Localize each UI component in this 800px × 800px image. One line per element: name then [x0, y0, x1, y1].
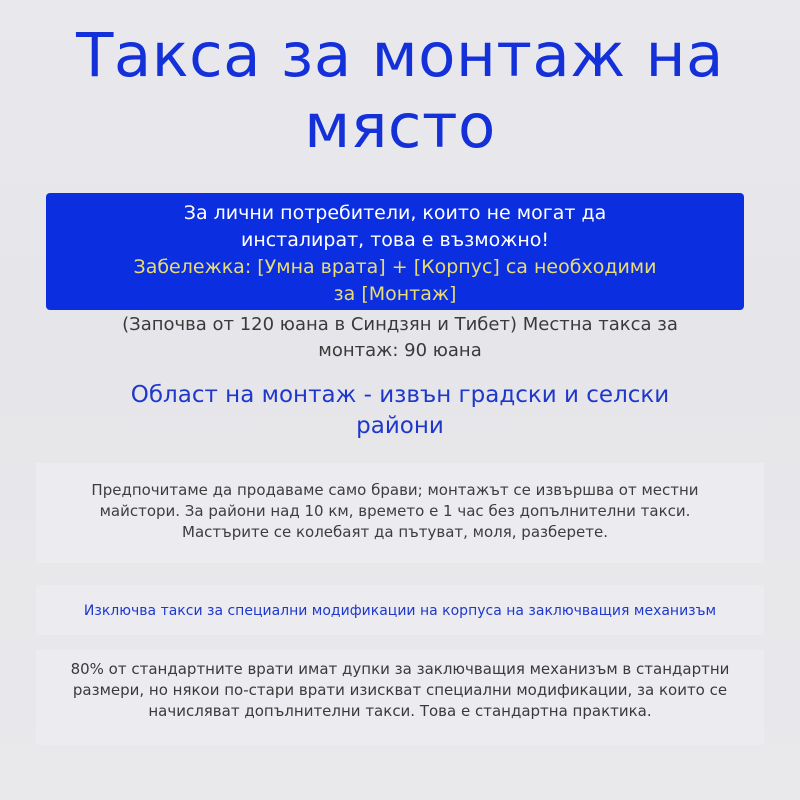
service-description-line-3: Мастърите се колебаят да пътуват, моля, разберете.	[182, 523, 608, 541]
standard-practice-line-1: 80% от стандартните врати имат дупки за заключващия механизъм в стандартни	[70, 660, 730, 678]
install-fee-text	[40, 312, 760, 364]
page-title-line-1: Такса за монтаж на	[76, 20, 724, 91]
install-area-heading	[40, 380, 760, 442]
install-fee-line-1: (Започва от 120 юана в Синдзян и Тибет) Местна такса за	[122, 314, 678, 335]
service-description	[30, 480, 760, 543]
standard-practice-line-3: начисляват допълнителни такси. Това е стандартна практика.	[148, 702, 652, 720]
exclusion-note: Изключва такси за специални модификации на корпуса на заключващия механизъм	[83, 603, 717, 619]
install-area-line-1: Област на монтаж - извън градски и селски	[130, 382, 670, 408]
banner-note-line-2: за [Монтаж]	[333, 283, 457, 305]
consumer-install-banner	[46, 193, 744, 310]
banner-line-2: инсталират, това е възможно!	[240, 229, 550, 251]
service-description-line-1: Предпочитаме да продаваме само брави; монтажът се извършва от местни	[91, 481, 699, 499]
page-title	[20, 20, 780, 162]
banner-note-line-1: Забележка: [Умна врата] + [Корпус] са необходими	[133, 256, 657, 278]
install-fee-line-2: монтаж: 90 юана	[318, 340, 482, 361]
install-area-line-2: райони	[356, 413, 444, 439]
page-title-line-2: място	[304, 91, 496, 162]
standard-practice-text	[30, 659, 770, 722]
banner-line-1: За лични потребители, които не могат да	[183, 202, 607, 224]
standard-practice-line-2: размери, но някои по-стари врати изискват специални модификации, за които се	[72, 681, 728, 699]
service-description-line-2: майстори. За райони над 10 км, времето е 1 час без допълнителни такси.	[99, 502, 691, 520]
